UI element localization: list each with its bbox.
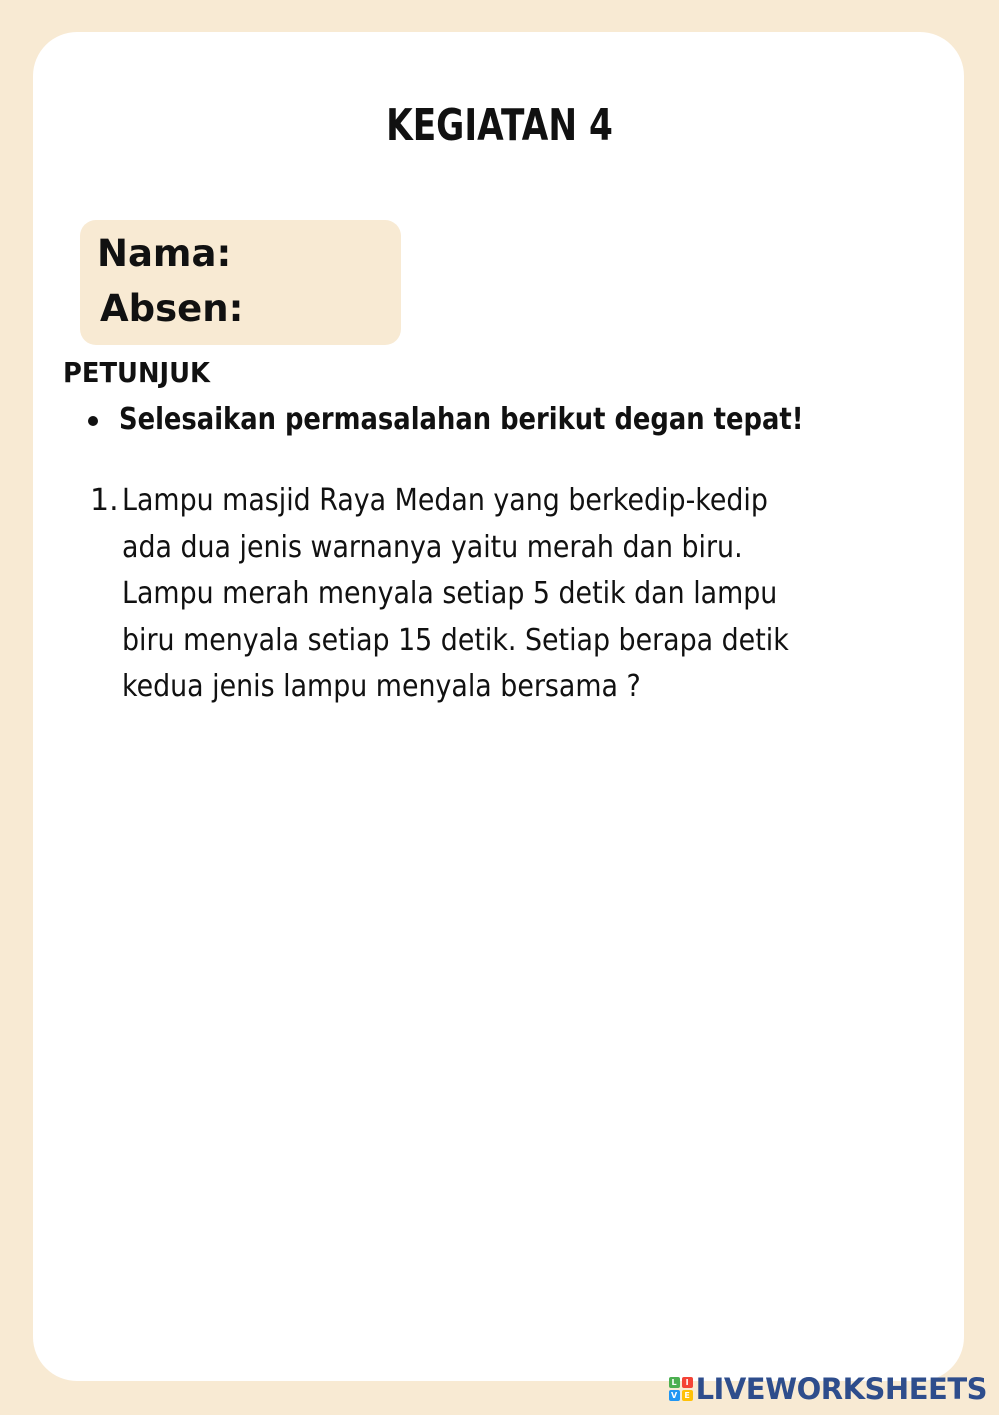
question-number: 1. (90, 483, 119, 518)
logo-mark-icon (669, 1377, 693, 1401)
bullet-icon (88, 416, 98, 426)
instructions-heading: PETUNJUK (63, 356, 210, 389)
absen-label: Absen: (100, 287, 244, 330)
logo-letter-i: I (682, 1377, 693, 1388)
page-title: KEGIATAN 4 (386, 100, 613, 151)
question-line: Lampu merah menyala setiap 5 detik dan lampu (122, 576, 778, 611)
instruction-item (88, 402, 915, 437)
question-text (122, 478, 789, 711)
question-line: kedua jenis lampu menyala bersama ? (122, 669, 641, 704)
question-line: ada dua jenis warnanya yaitu merah dan biru. (122, 529, 743, 565)
logo-letter-e: E (682, 1390, 693, 1401)
brand-name: LIVEWORKSHEETS (695, 1372, 987, 1406)
instruction-text: Selesaikan permasalahan berikut degan tepat! (119, 402, 804, 437)
question-line: Lampu masjid Raya Medan yang berkedip-kedip (122, 483, 768, 518)
question-item (90, 478, 890, 711)
question-line: biru menyala setiap 15 detik. Setiap berapa detik (122, 622, 789, 658)
logo-letter-v: V (669, 1390, 680, 1401)
logo-letter-l: L (669, 1377, 680, 1388)
name-label: Nama: (97, 232, 232, 275)
liveworksheets-logo[interactable] (669, 1372, 987, 1406)
